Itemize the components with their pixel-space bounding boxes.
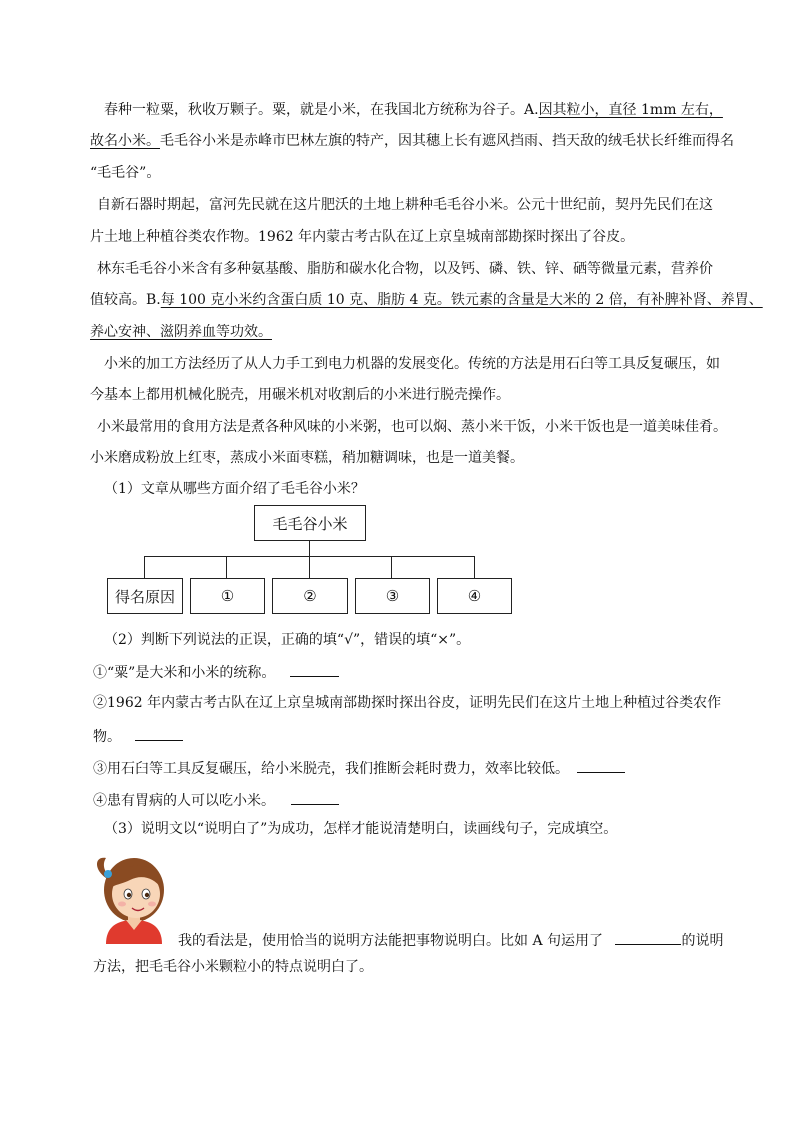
question-2-item-3 [93,758,625,778]
speech-text: 的说明 [681,933,724,949]
diagram-connector [144,556,145,578]
diagram-child-box: 得名原因 [107,578,183,614]
passage-p4-line2: 今基本上都用机械化脱壳，用碾米机对收割后的小米进行脱壳操作。 [90,387,510,403]
item-text: ①“粟”是大米和小米的统称。 [93,665,276,681]
passage-text: 值较高。B. [90,292,161,308]
diagram-connector [474,556,475,578]
diagram-connector [309,556,310,578]
diagram-child-box[interactable]: ② [272,578,348,614]
passage-text: 毛毛谷小米是赤峰市巴林左旗的特产，因其穗上长有遮风挡雨、挡天敌的绒毛状长纤维而得名 [160,133,734,149]
question-3-speech-line2: 方法，把毛毛谷小米颗粒小的特点说明白了。 [93,959,373,975]
underlined-sentence-a: 因其粒小，直径 1mm 左右， [538,102,723,118]
diagram-connector [309,540,310,557]
passage-p2-line2: 片土地上种植谷类农作物。1962 年内蒙古考古队在辽上京皇城南部勘探时探出了谷皮。 [90,229,635,245]
question-2-item-1 [93,662,339,682]
question-2-item-2-cont [93,726,183,746]
question-3-label: （3）说明文以“说明白了”为成功，怎样才能说清楚明白，读画线句子，完成填空。 [104,821,618,837]
passage-p3-line3: 养心安神、滋阴养血等功效。 [90,324,272,340]
answer-blank[interactable] [290,662,339,677]
girl-illustration [92,852,176,944]
diagram-connector [391,556,392,578]
answer-blank[interactable] [291,790,339,805]
passage-p1-line3: “毛毛谷”。 [90,165,161,181]
underlined-sentence-b: 每 100 克小米约含蛋白质 10 克、脂肪 4 克。铁元素的含量是大米的 2 倍，有补脾补肾、养胃、 [160,292,763,308]
item-text: ③用石臼等工具反复碾压，给小米脱壳，我们推断会耗时费力，效率比较低。 [93,761,569,777]
question-2-item-2: ②1962 年内蒙古考古队在辽上京皇城南部勘探时探出谷皮，证明先民们在这片土地上种植过谷类农作 [93,695,722,711]
question-2-label: （2）判断下列说法的正误，正确的填“√”，错误的填“×”。 [104,632,471,648]
speech-text: 我的看法是，使用恰当的说明方法能把事物说明白。比如 A 句运用了 [178,933,604,949]
passage-p2-line1: 自新石器时期起，富河先民就在这片肥沃的土地上耕种毛毛谷小米。公元十世纪前，契丹先民们在这 [97,197,713,213]
passage-p5-line1: 小米最常用的食用方法是煮各种风味的小米粥，也可以焖、蒸小米干饭，小米干饭也是一道美味佳肴。 [97,419,727,435]
diagram-child-box[interactable]: ③ [355,578,430,614]
passage-text: 春种一粒粟，秋收万颗子。粟，就是小米，在我国北方统称为谷子。A. [104,102,539,118]
item-text: 物。 [93,729,121,745]
answer-blank[interactable] [615,930,681,945]
passage-p3-line2 [90,291,763,309]
diagram-connector [226,556,227,578]
underlined-sentence-a-end: 故名小米。 [90,133,160,149]
diagram-child-box[interactable]: ① [190,578,265,614]
question-1-label: （1）文章从哪些方面介绍了毛毛谷小米？ [104,481,365,497]
diagram-root-box: 毛毛谷小米 [254,505,366,541]
question-2-item-4 [93,790,339,810]
passage-p1-line2 [90,132,734,150]
passage-p5-line2: 小米磨成粉放上红枣，蒸成小米面枣糕，稍加糖调味，也是一道美餐。 [90,450,524,466]
passage-p1-line1 [104,101,723,119]
passage-p3-line1: 林东毛毛谷小米含有多种氨基酸、脂肪和碳水化合物，以及钙、磷、铁、锌、硒等微量元素，营养价 [97,261,713,277]
passage-p4-line1: 小米的加工方法经历了从人力手工到电力机器的发展变化。传统的方法是用石臼等工具反复碾压，如 [104,356,720,372]
question-3-speech-line1 [178,930,723,950]
item-text: ④患有胃病的人可以吃小米。 [93,793,275,809]
answer-blank[interactable] [577,758,625,773]
answer-blank[interactable] [135,726,183,741]
diagram-child-box[interactable]: ④ [437,578,512,614]
